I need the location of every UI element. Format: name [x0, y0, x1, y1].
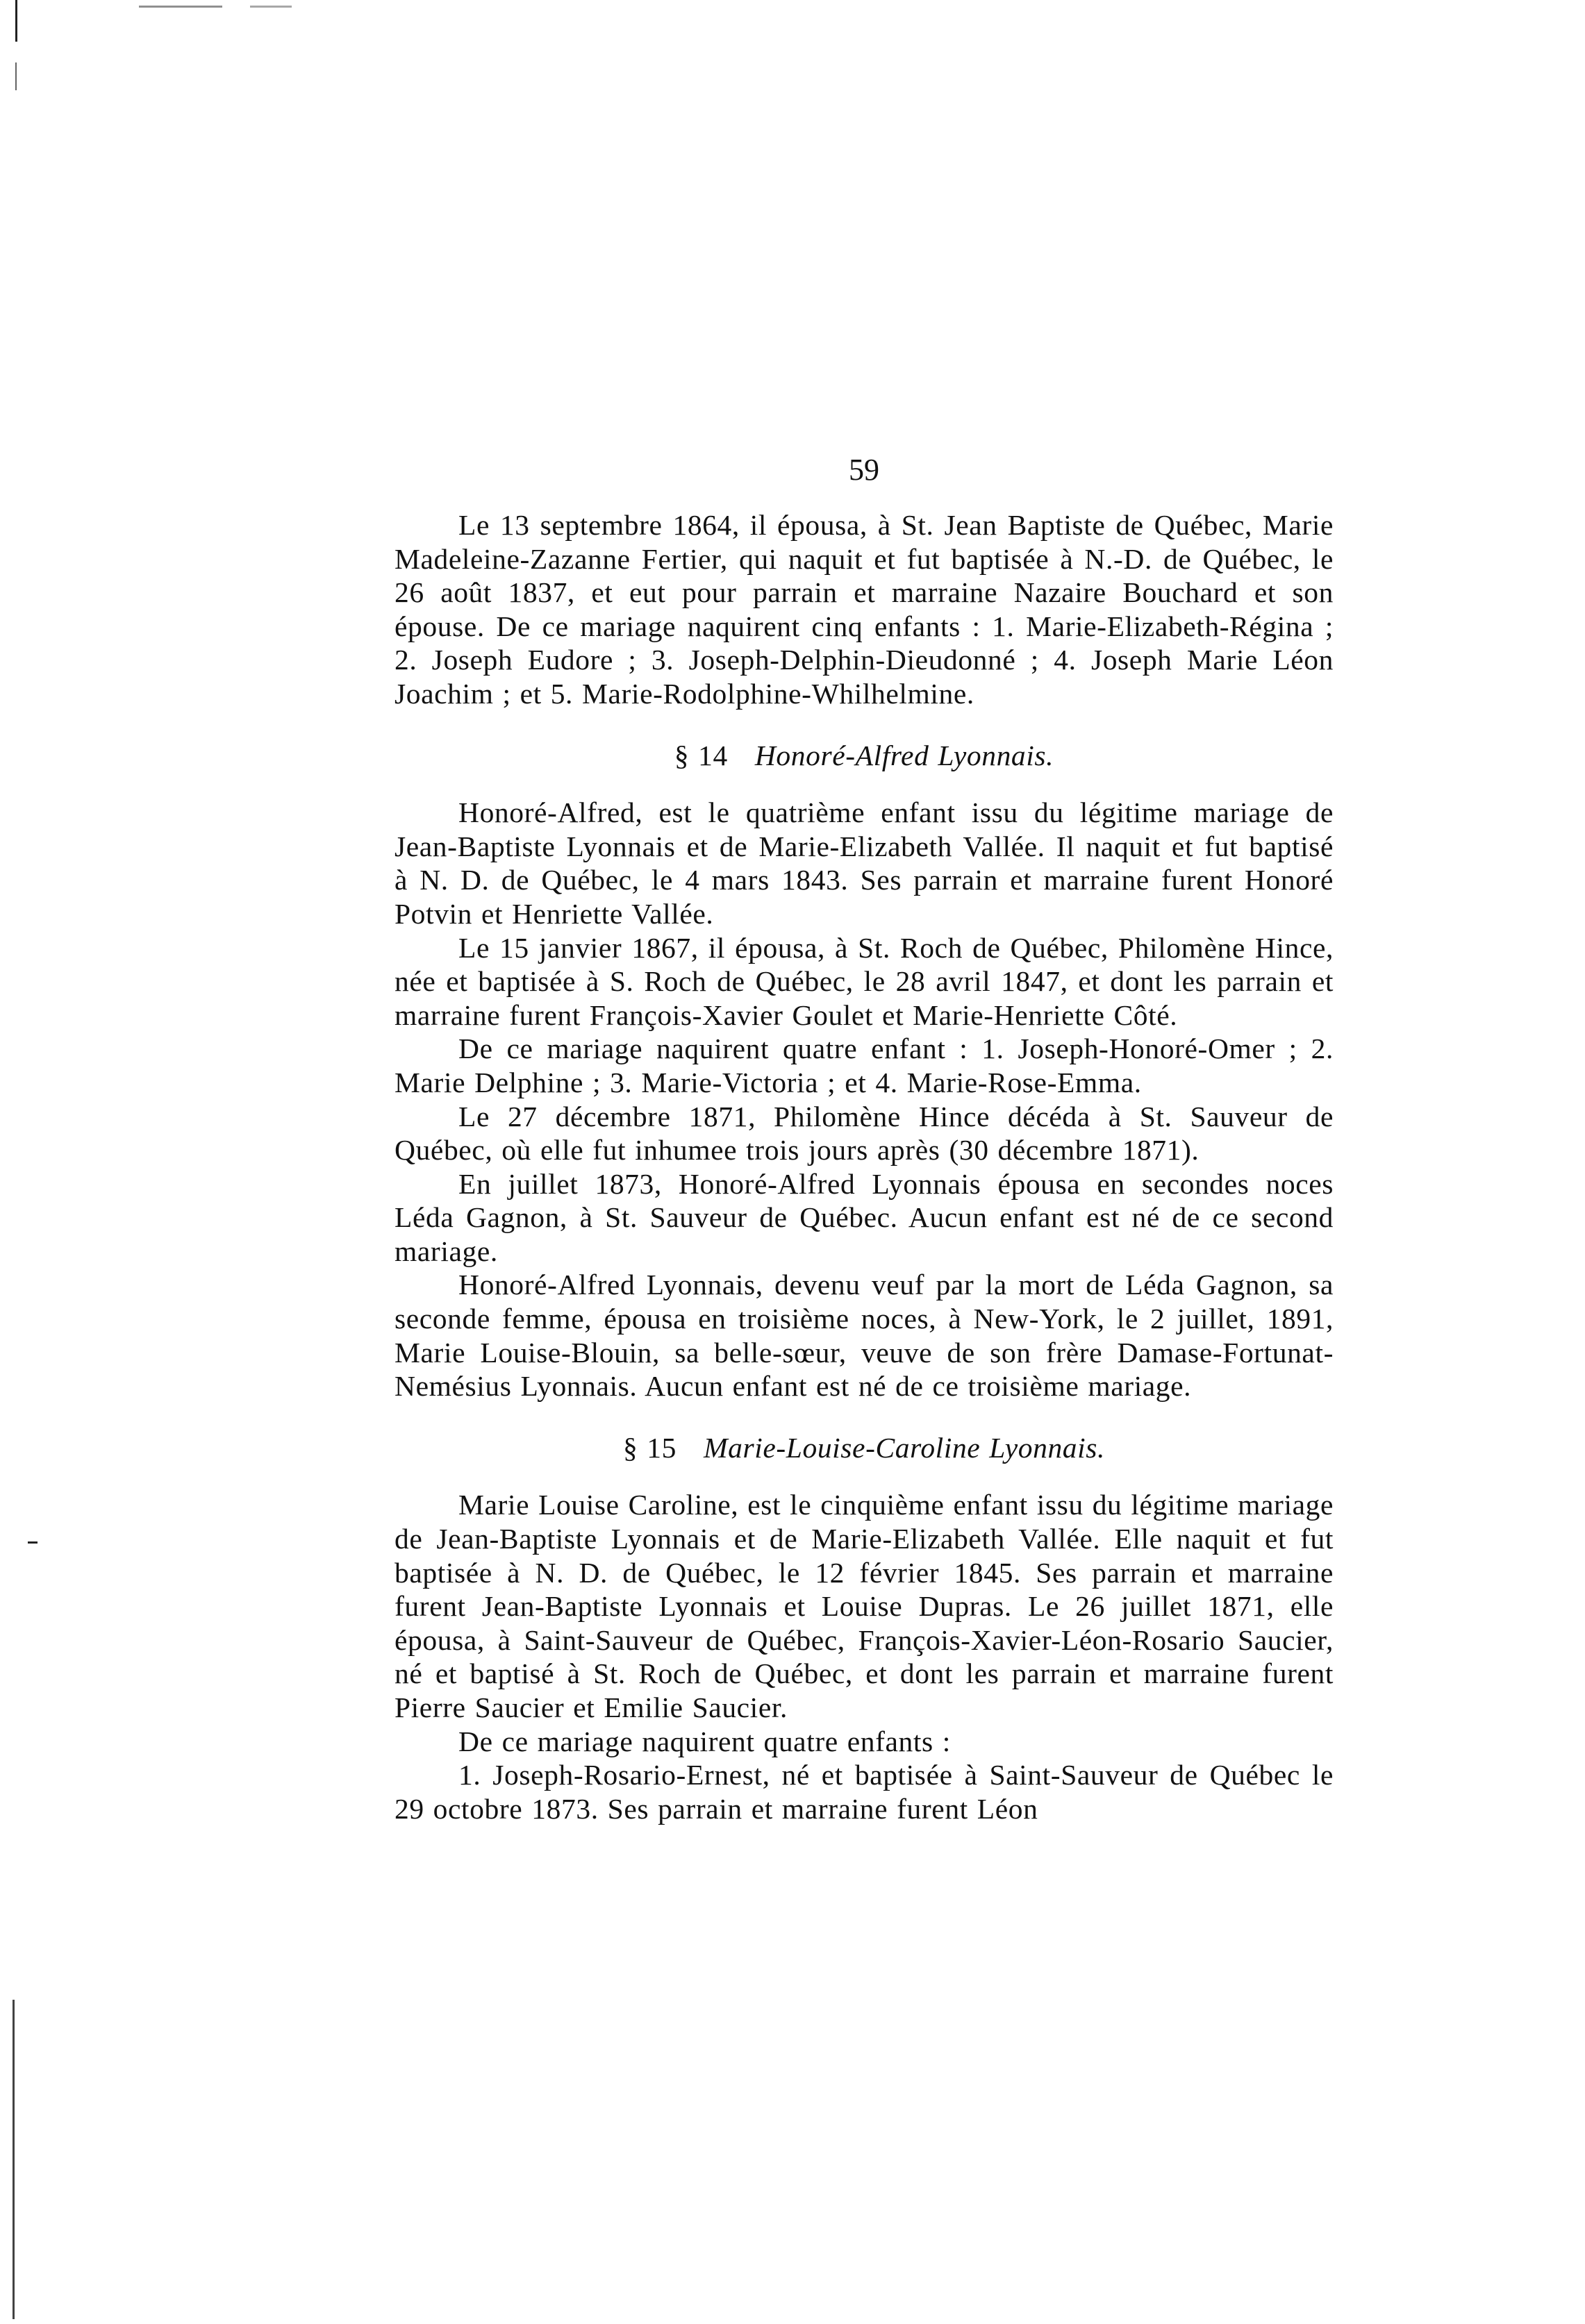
page-number: 59 — [849, 453, 879, 487]
scan-artifact — [28, 1541, 38, 1544]
paragraph: Marie Louise Caroline, est le cinquième enfant issu du légitime mariage de Jean-Baptiste Lyonnais et de Marie-Elizabeth Vallée. Elle naquit et fut baptisée à N. D. de Québec, le 12 février 1845. Ses parrain et marraine furent Jean-Baptiste Lyonnais et Louise Dupras. Le 26 juillet 1871, elle épousa, à Saint-Sauveur de Québec, François-Xavier-Léon-Rosario Saucier, né et baptisé à St. Roch de Québec, et dont les parrain et marraine furent Pierre Saucier et Emilie Saucier. — [395, 1489, 1334, 1723]
paragraph: Honoré-Alfred Lyonnais, devenu veuf par la mort de Léda Gagnon, sa seconde femme, épousa en troisième noces, à New-York, le 2 juillet, 1891, Marie Louise-Blouin, sa belle-sœur, veuve de son frère Damase-Fortunat-Nemésius Lyonnais. Aucun enfant est né de ce troisième mariage. — [395, 1269, 1334, 1403]
paragraph: Le 27 décembre 1871, Philomène Hince décéda à St. Sauveur de Québec, où elle fut inhumee trois jours après (30 décembre 1871). — [395, 1100, 1334, 1167]
scan-artifact — [250, 6, 292, 8]
paragraph: De ce mariage naquirent quatre enfant : 1. Joseph-Honoré-Omer ; 2. Marie Delphine ; 3. Marie-Victoria ; et 4. Marie-Rose-Emma. — [395, 1033, 1334, 1098]
paragraph: Honoré-Alfred, est le quatrième enfant issu du légitime mariage de Jean-Baptiste Lyonnais et de Marie-Elizabeth Vallée. Il naquit et fut baptisé à N. D. de Québec, le 4 mars 1843. Ses parrain et marraine furent Honoré Potvin et Henriette Vallée. — [395, 796, 1334, 930]
scan-artifact — [13, 2000, 15, 2319]
section-title: Marie-Louise-Caroline Lyonnais. — [703, 1431, 1106, 1464]
section-number: § 14 — [674, 739, 728, 771]
paragraph: De ce mariage naquirent quatre enfants : — [458, 1725, 951, 1757]
scan-artifact — [139, 6, 222, 8]
paragraph: En juillet 1873, Honoré-Alfred Lyonnais épousa en secondes noces Léda Gagnon, à St. Sauveur de Québec. Aucun enfant est né de ce second mariage. — [395, 1167, 1334, 1267]
paragraph: Le 15 janvier 1867, il épousa, à St. Roch de Québec, Philomène Hince, née et baptisée à S. Roch de Québec, le 28 avril 1847, et dont les parrain et marraine furent François-Xavier Goulet et Marie-Henriette Côté. — [395, 931, 1334, 1031]
section-title: Honoré-Alfred Lyonnais. — [754, 739, 1054, 771]
section-heading-14 — [395, 739, 1334, 773]
section-heading-15 — [395, 1431, 1334, 1465]
scan-artifact — [15, 62, 17, 90]
body-text — [395, 508, 1334, 1825]
paragraph: Le 13 septembre 1864, il épousa, à St. Jean Baptiste de Québec, Marie Madeleine-Zazanne Fertier, qui naquit et fut baptisée à N.-D. de Québec, le 26 août 1837, et eut pour parrain et marraine Nazaire Bouchard et son épouse. De ce mariage naquirent cinq enfants : 1. Marie-Elizabeth-Régina ; 2. Joseph Eudore ; 3. Joseph-Delphin-Dieudonné ; 4. Joseph Marie Léon Joachim ; et 5. Marie-Rodolphine-Whilhelmine. — [395, 509, 1334, 710]
scan-artifact — [15, 0, 17, 42]
section-number: § 15 — [622, 1431, 677, 1464]
paragraph: 1. Joseph-Rosario-Ernest, né et baptisée à Saint-Sauveur de Québec le 29 octobre 1873. Ses parrain et marraine furent Léon — [395, 1759, 1334, 1825]
